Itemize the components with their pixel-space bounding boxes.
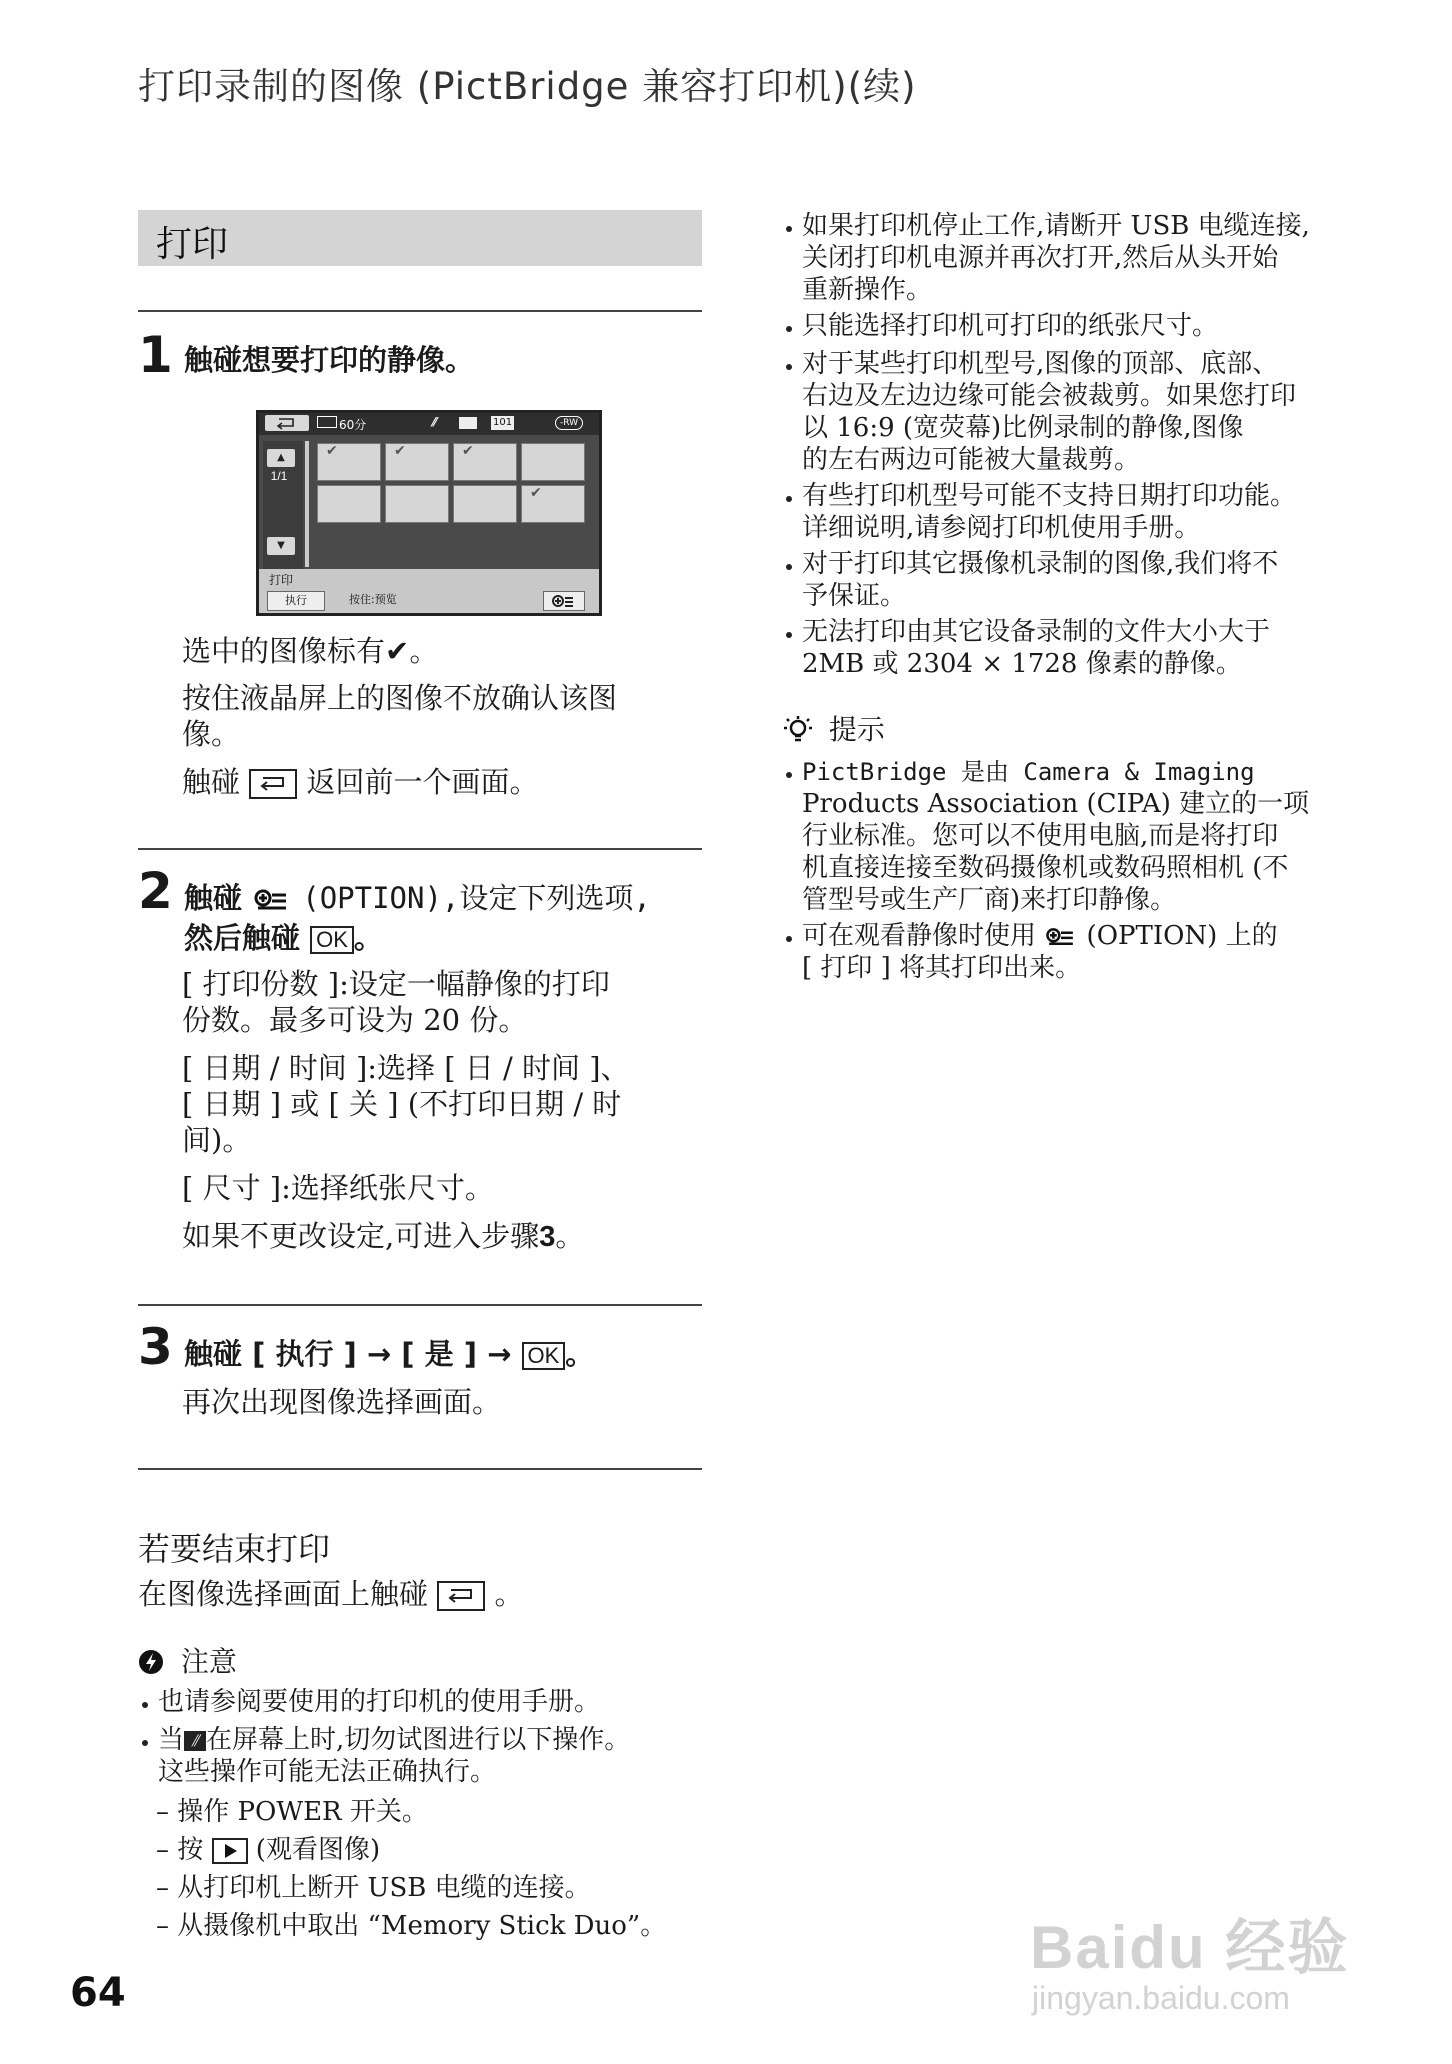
page-title: 打印录制的图像 (PictBridge 兼容打印机)(续) — [138, 65, 917, 108]
note-4-line-2: 详细说明,请参阅打印机使用手册。 — [802, 513, 1201, 543]
caution-item-2-line-1: 当 ⫽ 在屏幕上时,切勿试图进行以下操作。 — [158, 1725, 631, 1755]
return-icon — [265, 415, 309, 431]
screen-return-button — [265, 415, 309, 431]
lightbulb-icon — [784, 715, 812, 745]
print-mode-label: 打印 — [269, 573, 294, 587]
note-4-line-1: 有些打印机型号可能不支持日期打印功能。 — [802, 481, 1297, 511]
bullet-dot — [786, 496, 792, 502]
note-1-line-3: 重新操作。 — [802, 275, 933, 305]
bullet-dot — [786, 364, 792, 370]
divider-rule — [138, 310, 702, 312]
step-1-heading: 触碰想要打印的静像。 — [184, 343, 475, 377]
baidu-jingyan-watermark — [1030, 1880, 1370, 2030]
caution-heading: 注意 — [138, 1640, 237, 1680]
lcd-screen-image — [256, 410, 602, 616]
thumbnail — [317, 443, 381, 481]
execute-button: 执行 — [267, 591, 325, 611]
thumbnail — [521, 485, 585, 523]
step-number-2: 2 — [138, 862, 173, 920]
note-1-line-1: 如果打印机停止工作,请断开 USB 电缆连接, — [802, 211, 1310, 241]
screen-bottom-bar — [259, 569, 599, 613]
step-number-3: 3 — [138, 1318, 173, 1376]
bullet-dot — [786, 226, 792, 232]
thumbnail — [453, 485, 517, 523]
note-3-line-3: 以 16:9 (宽荧幕)比例录制的静像,图像 — [802, 413, 1244, 443]
option-copies-line-2: 份数。最多可设为 20 份。 — [182, 1003, 528, 1037]
step-1-line-1: 选中的图像标有✔。 — [182, 634, 439, 668]
tip-1-line-2: Products Association (CIPA) 建立的一项 — [802, 789, 1310, 819]
bullet-dot — [786, 772, 792, 778]
step-1-line-3: 触碰 返回前一个画面。 — [182, 765, 539, 799]
pictbridge-icon: ⫽ — [184, 1731, 206, 1751]
tip-1-line-5: 管型号或生产厂商)来打印静像。 — [802, 885, 1177, 915]
step-3-body: 再次出现图像选择画面。 — [182, 1385, 502, 1419]
disc-type: -RW — [555, 416, 583, 430]
ok-button-label: OK — [522, 1342, 566, 1370]
bullet-dot — [786, 936, 792, 942]
page-indicator: 1/1 — [270, 469, 288, 483]
option-date-line-2: [ 日期 ] 或 [ 关 ] (不打印日期 / 时 — [182, 1087, 622, 1121]
caution-dash-4: – 从摄像机中取出 “Memory Stick Duo”。 — [156, 1911, 667, 1941]
bullet-dot — [142, 1740, 148, 1746]
caution-icon — [138, 1649, 164, 1675]
thumbnail — [385, 443, 449, 481]
divider-rule — [138, 848, 702, 850]
selected-check-icon: ✔ — [462, 443, 474, 459]
screen-status-bar — [259, 413, 599, 435]
end-print-heading: 若要结束打印 — [138, 1530, 331, 1568]
note-3-line-2: 右边及左边边缘可能会被裁剪。如果您打印 — [802, 381, 1297, 411]
option-date-line-1: [ 日期 / 时间 ]:选择 [ 日 / 时间 ]、 — [182, 1051, 630, 1085]
tip-1-line-3: 行业标准。您可以不使用电脑,而是将打印 — [802, 821, 1279, 851]
note-1-line-2: 关闭打印机电源并再次打开,然后从头开始 — [802, 243, 1279, 273]
thumbnail — [385, 485, 449, 523]
option-copies-line-1: [ 打印份数 ]:设定一幅静像的打印 — [182, 967, 610, 1001]
step-number-1: 1 — [138, 326, 173, 384]
note-3-line-4: 的左右两边可能被大量裁剪。 — [802, 445, 1141, 475]
tip-2-line-1: 可在观看静像时使用 (OPTION) 上的 — [802, 921, 1278, 951]
caution-item-1: 也请参阅要使用的打印机的使用手册。 — [158, 1687, 601, 1717]
note-5-line-2: 予保证。 — [802, 581, 907, 611]
preview-hint: 按住:预览 — [349, 593, 397, 606]
page-number: 64 — [70, 1970, 126, 2016]
scroll-down-button: ▼ — [267, 537, 295, 555]
play-icon — [212, 1838, 248, 1864]
selected-check-icon: ✔ — [394, 443, 406, 459]
step-2-heading-line-1: 触碰 (OPTION),设定下列选项, — [184, 881, 651, 915]
selected-check-icon: ✔ — [326, 443, 338, 459]
tips-heading: 提示 — [784, 708, 885, 748]
check-icon: ✔ — [385, 634, 410, 668]
note-6-line-1: 无法打印由其它设备录制的文件大小大于 — [802, 617, 1271, 647]
option-size-line: [ 尺寸 ]:选择纸张尺寸。 — [182, 1171, 494, 1205]
tip-2-line-2: [ 打印 ] 将其打印出来。 — [802, 953, 1082, 983]
end-print-body: 在图像选择画面上触碰 。 — [138, 1577, 524, 1611]
note-5-line-1: 对于打印其它摄像机录制的图像,我们将不 — [802, 549, 1279, 579]
caution-dash-2: – 按 (观看图像) — [156, 1835, 381, 1865]
return-icon — [249, 769, 297, 799]
option-icon — [1044, 926, 1078, 948]
bullet-dot — [786, 326, 792, 332]
bullet-dot — [786, 632, 792, 638]
watermark-url: jingyan.baidu.com — [1032, 1980, 1290, 2016]
step-2-heading-line-2: 然后触碰 OK 。 — [184, 921, 383, 955]
folder-number: 101 — [493, 417, 513, 428]
note-3-line-1: 对于某些打印机型号,图像的顶部、底部、 — [802, 349, 1279, 379]
thumbnail — [521, 443, 585, 481]
battery-icon — [317, 416, 337, 428]
ok-button-label: OK — [310, 926, 354, 954]
scroll-up-button: ▲ — [267, 449, 295, 467]
step-1-line-2: 按住液晶屏上的图像不放确认该图 — [182, 681, 618, 715]
step-3-heading: 触碰 [ 执行 ] → [ 是 ] → OK 。 — [184, 1337, 595, 1371]
thumbnail-grid — [317, 443, 593, 567]
scrollbar — [305, 441, 309, 567]
thumbnail — [317, 485, 381, 523]
watermark-logo-text: Baidu 经验 — [1030, 1914, 1350, 1981]
thumbnail — [453, 443, 517, 481]
divider-rule — [138, 1304, 702, 1306]
caution-item-2-line-2: 这些操作可能无法正确执行。 — [158, 1757, 497, 1787]
option-date-line-3: 间)。 — [182, 1123, 252, 1157]
return-icon — [437, 1581, 485, 1611]
battery-remaining: 60分 — [339, 418, 367, 432]
option-icon — [543, 591, 585, 611]
divider-rule — [138, 1468, 702, 1470]
tip-1-line-4: 机直接连接至数码摄像机或数码照相机 (不 — [802, 853, 1289, 883]
caution-dash-1: – 操作 POWER 开关。 — [156, 1797, 428, 1827]
bullet-dot — [786, 564, 792, 570]
step-1-line-2b: 像。 — [182, 717, 241, 751]
note-6-line-2: 2MB 或 2304 × 1728 像素的静像。 — [802, 649, 1242, 679]
caution-dash-3: – 从打印机上断开 USB 电缆的连接。 — [156, 1873, 591, 1903]
option-icon — [252, 887, 292, 913]
section-heading-band — [138, 210, 702, 266]
tip-1-line-1: PictBridge 是由 Camera & Imaging — [802, 758, 1255, 786]
media-icon — [459, 417, 477, 429]
bullet-dot — [142, 1702, 148, 1708]
note-2: 只能选择打印机可打印的纸张尺寸。 — [802, 311, 1219, 341]
section-title: 打印 — [156, 224, 229, 265]
selected-check-icon: ✔ — [530, 485, 542, 501]
proceed-step-line: 如果不更改设定,可进入步骤3。 — [182, 1219, 585, 1253]
pictbridge-icon: ⫽ — [431, 415, 437, 429]
